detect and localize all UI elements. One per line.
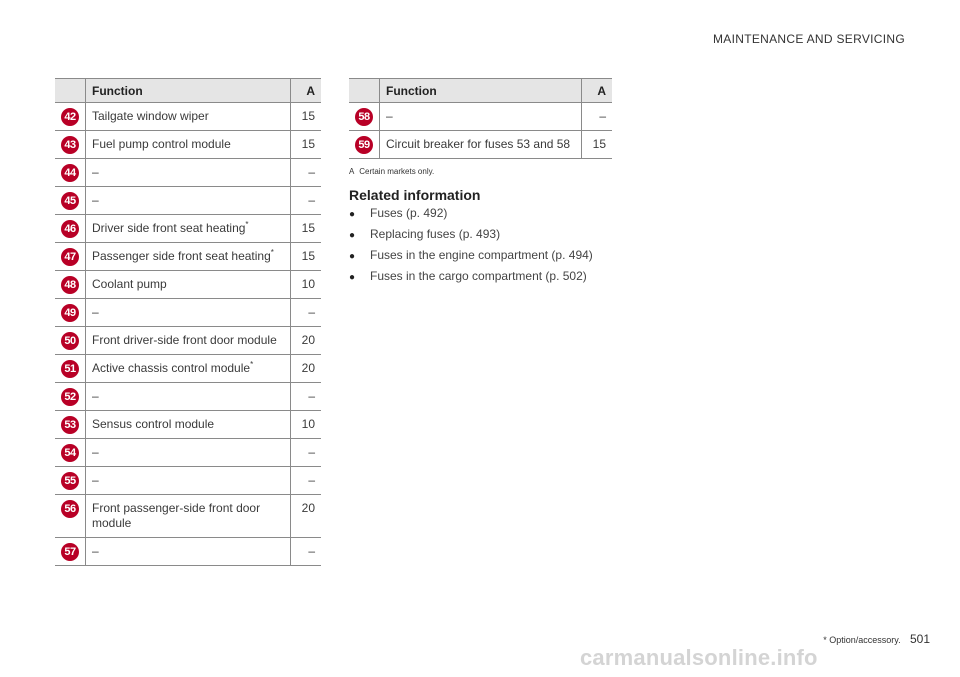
table-row — [55, 355, 321, 383]
fuse-number-badge: 59 — [355, 136, 373, 154]
fuse-number-badge: 46 — [61, 220, 79, 238]
amperage-cell: 15 — [291, 131, 322, 159]
number-column-header — [55, 79, 86, 103]
function-cell — [380, 131, 582, 159]
table-row — [55, 439, 321, 467]
table-row — [55, 215, 321, 243]
table-header-row — [349, 79, 612, 103]
fuse-number-badge: 56 — [61, 500, 79, 518]
table-row — [55, 411, 321, 439]
amperage-cell: 15 — [582, 131, 613, 159]
option-accessory-marker: * — [270, 248, 274, 257]
function-cell — [86, 243, 291, 271]
function-text: – — [92, 445, 99, 459]
amperage-cell: – — [291, 383, 322, 411]
function-cell — [86, 411, 291, 439]
function-cell — [380, 103, 582, 131]
function-cell — [86, 383, 291, 411]
table-row — [55, 327, 321, 355]
option-accessory-marker: * — [250, 360, 254, 369]
function-cell — [86, 439, 291, 467]
amperage-cell: – — [291, 439, 322, 467]
fuse-number-badge: 47 — [61, 248, 79, 266]
function-text: – — [92, 544, 99, 558]
function-text: – — [92, 473, 99, 487]
amperage-cell: 10 — [291, 411, 322, 439]
table-header-row — [55, 79, 321, 103]
fuse-number-cell — [55, 467, 86, 495]
function-text: Tailgate window wiper — [92, 109, 209, 123]
function-cell — [86, 327, 291, 355]
amperage-cell: 15 — [291, 243, 322, 271]
fuse-number-cell — [55, 383, 86, 411]
fuse-number-badge: 51 — [61, 360, 79, 378]
amperage-cell: 15 — [291, 103, 322, 131]
function-cell — [86, 271, 291, 299]
amperage-cell: – — [291, 467, 322, 495]
function-text: Circuit breaker for fuses 53 and 58 — [386, 137, 571, 151]
fuse-number-badge: 57 — [61, 543, 79, 561]
related-links-list — [349, 206, 593, 290]
fuse-number-cell — [55, 243, 86, 271]
table-row — [349, 103, 612, 131]
bullet-icon: ● — [349, 272, 356, 283]
function-cell — [86, 467, 291, 495]
amperage-cell: – — [291, 159, 322, 187]
table-row — [55, 538, 321, 566]
option-accessory-note: * Option/accessory. — [823, 635, 901, 645]
fuse-number-cell — [55, 215, 86, 243]
fuse-number-cell — [349, 131, 380, 159]
table-row — [55, 383, 321, 411]
fuse-number-cell — [55, 495, 86, 538]
fuse-number-cell — [55, 538, 86, 566]
fuse-number-badge: 54 — [61, 444, 79, 462]
footnote-mark: A — [349, 167, 355, 176]
table-row — [55, 131, 321, 159]
function-cell — [86, 103, 291, 131]
bullet-icon: ● — [349, 251, 356, 262]
function-cell — [86, 299, 291, 327]
related-link-item[interactable] — [349, 248, 593, 269]
option-accessory-marker: * — [245, 220, 249, 229]
table-row — [55, 299, 321, 327]
table-row — [55, 271, 321, 299]
fuse-number-cell — [55, 439, 86, 467]
related-link-text[interactable]: Fuses in the cargo compartment (p. 502) — [370, 269, 587, 283]
table-row — [55, 187, 321, 215]
function-text: Driver side front seat heating — [92, 221, 246, 235]
related-link-item[interactable] — [349, 206, 593, 227]
table-footnote — [349, 167, 434, 176]
fuse-number-badge: 53 — [61, 416, 79, 434]
related-link-item[interactable] — [349, 227, 593, 248]
fuse-number-badge: 45 — [61, 192, 79, 210]
fuse-number-cell — [55, 355, 86, 383]
bullet-icon: ● — [349, 230, 356, 241]
function-cell — [86, 131, 291, 159]
fuse-number-badge: 48 — [61, 276, 79, 294]
function-text: Front driver-side front door module — [92, 333, 277, 347]
table-row — [55, 467, 321, 495]
function-cell — [86, 355, 291, 383]
fuse-number-badge: 49 — [61, 304, 79, 322]
fuse-number-cell — [55, 103, 86, 131]
fuse-table-right-body — [349, 103, 612, 159]
related-link-text[interactable]: Replacing fuses (p. 493) — [370, 227, 501, 241]
page-footer — [823, 632, 930, 646]
fuse-number-badge: 44 — [61, 164, 79, 182]
fuse-number-cell — [55, 187, 86, 215]
table-row — [55, 103, 321, 131]
function-column-header: Function — [380, 79, 582, 103]
table-row — [55, 243, 321, 271]
related-link-text[interactable]: Fuses in the engine compartment (p. 494) — [370, 248, 593, 262]
amperage-cell: 20 — [291, 355, 322, 383]
amperage-cell: – — [291, 187, 322, 215]
amperage-cell: – — [582, 103, 613, 131]
function-cell — [86, 187, 291, 215]
function-cell — [86, 215, 291, 243]
fuse-number-badge: 55 — [61, 472, 79, 490]
fuse-table-right — [349, 78, 612, 159]
fuse-number-badge: 42 — [61, 108, 79, 126]
footnote-text: Certain markets only. — [359, 167, 435, 176]
function-column-header: Function — [86, 79, 291, 103]
function-text: – — [92, 193, 99, 207]
table-row — [349, 131, 612, 159]
page-number: 501 — [909, 632, 930, 646]
function-text: – — [386, 109, 393, 123]
bullet-icon: ● — [349, 209, 356, 220]
function-text: Sensus control module — [92, 417, 215, 431]
function-text: Front passenger-side front door module — [92, 501, 261, 530]
amperage-cell: – — [291, 538, 322, 566]
function-cell — [86, 159, 291, 187]
function-text: Passenger side front seat heating — [92, 249, 271, 263]
function-text: – — [92, 305, 99, 319]
amperage-cell: – — [291, 299, 322, 327]
amperage-cell: 10 — [291, 271, 322, 299]
amperage-cell: 15 — [291, 215, 322, 243]
related-link-text[interactable]: Fuses (p. 492) — [370, 206, 448, 220]
function-text: – — [92, 165, 99, 179]
watermark: carmanualsonline.info — [580, 645, 818, 670]
fuse-table-left — [55, 78, 321, 566]
related-link-item[interactable] — [349, 269, 593, 290]
amperage-column-header: A — [582, 79, 613, 103]
amperage-cell: 20 — [291, 495, 322, 538]
function-cell — [86, 538, 291, 566]
fuse-number-cell — [55, 299, 86, 327]
fuse-table-left-body — [55, 103, 321, 566]
fuse-number-cell — [55, 159, 86, 187]
fuse-number-badge: 50 — [61, 332, 79, 350]
fuse-number-cell — [55, 131, 86, 159]
amperage-cell: 20 — [291, 327, 322, 355]
function-text: Active chassis control module — [92, 361, 251, 375]
function-text: Fuel pump control module — [92, 137, 231, 151]
function-cell — [86, 495, 291, 538]
section-title: MAINTENANCE AND SERVICING — [713, 32, 905, 46]
fuse-number-cell — [349, 103, 380, 131]
fuse-number-badge: 52 — [61, 388, 79, 406]
function-text: Coolant pump — [92, 277, 167, 291]
table-row — [55, 159, 321, 187]
function-text: – — [92, 389, 99, 403]
number-column-header — [349, 79, 380, 103]
fuse-number-badge: 43 — [61, 136, 79, 154]
amperage-column-header: A — [291, 79, 322, 103]
fuse-number-cell — [55, 411, 86, 439]
table-row — [55, 495, 321, 538]
fuse-number-badge: 58 — [355, 108, 373, 126]
fuse-number-cell — [55, 271, 86, 299]
related-information-heading: Related information — [349, 187, 481, 203]
fuse-number-cell — [55, 327, 86, 355]
